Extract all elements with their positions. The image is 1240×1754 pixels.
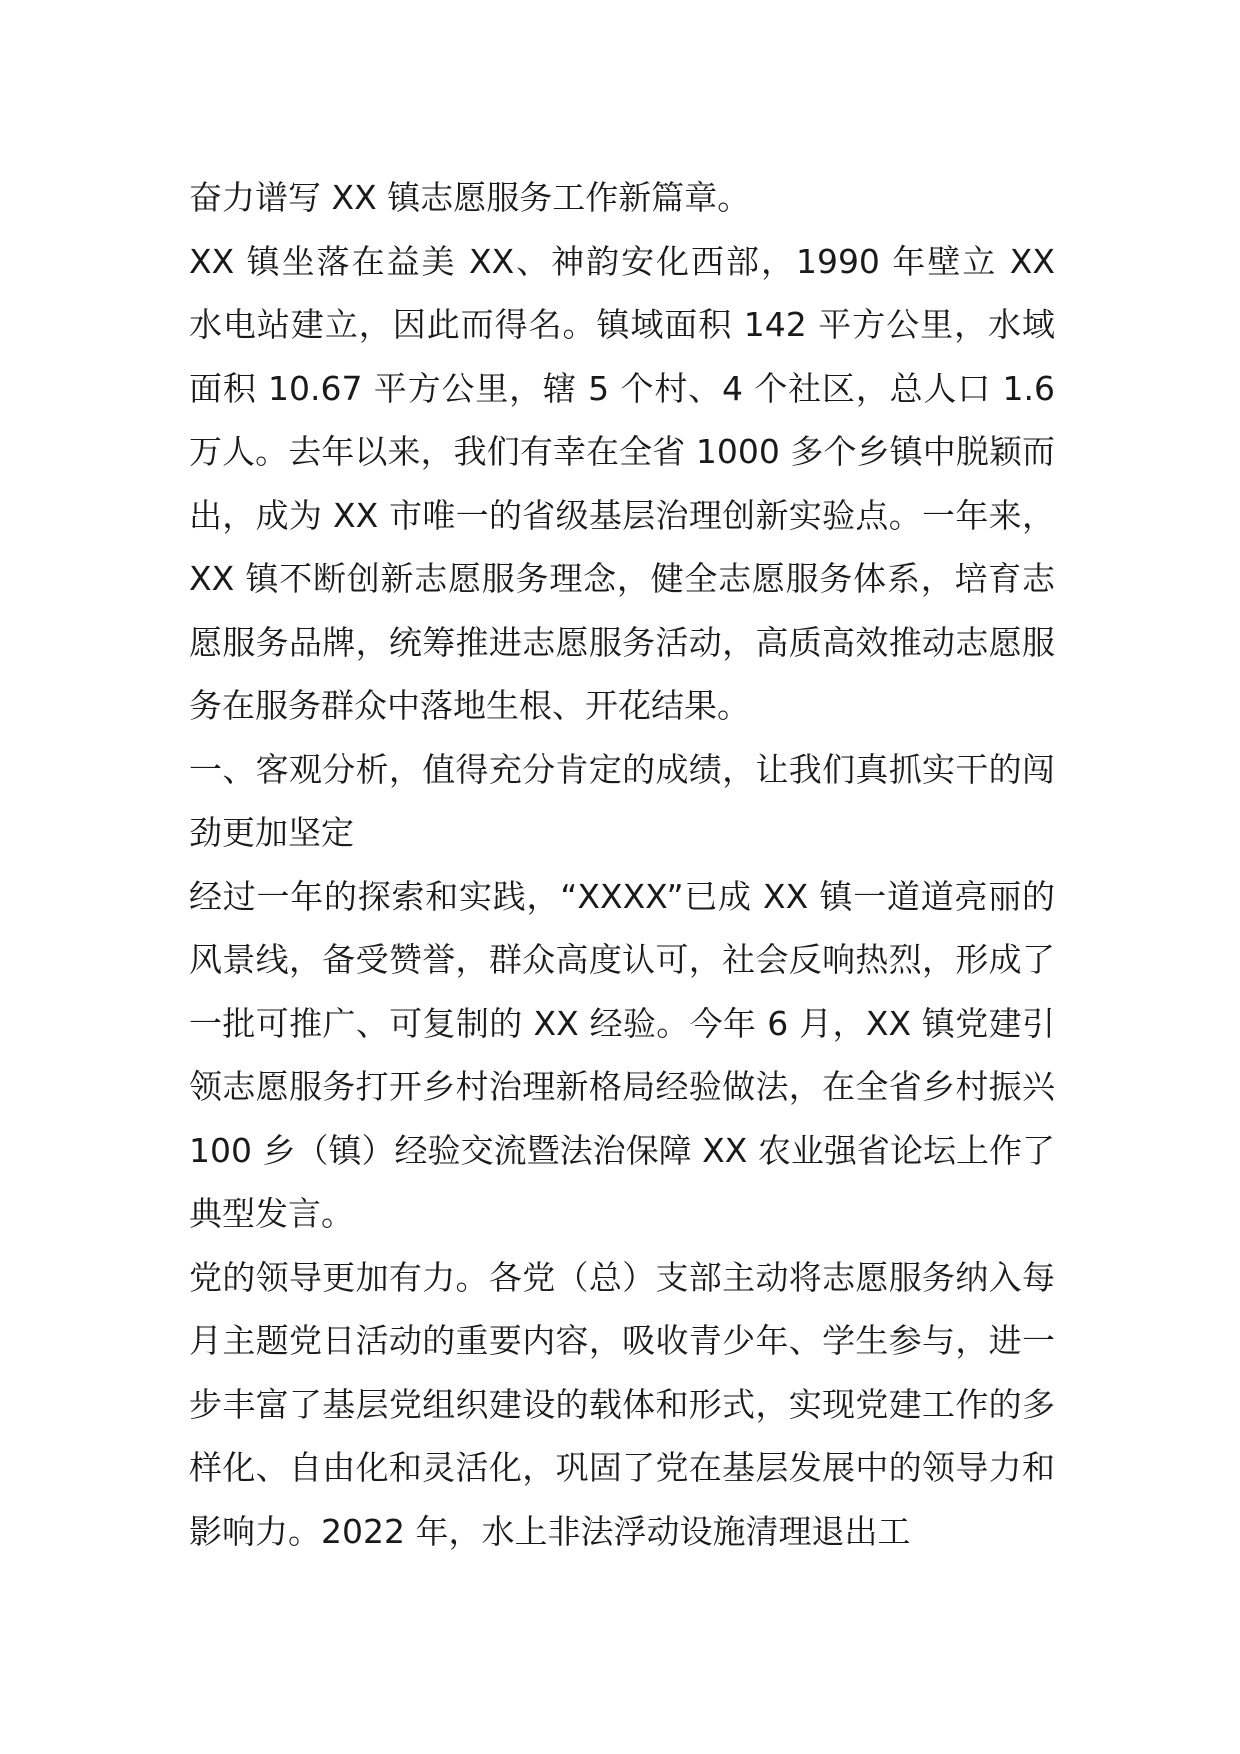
document-body [189, 166, 1055, 1563]
paragraph-party-leadership: 党的领导更加有力。各党（总）支部主动将志愿服务纳入每月主题党日活动的重要内容，吸收青少年、学生参与，进一步丰富了基层党组织建设的载体和形式，实现党建工作的多样化、自由化和灵活化，巩固了党在基层发展中的领导力和影响力。2022 年，水上非法浮动设施清理退出工 [189, 1257, 1055, 1551]
paragraph-achievements: 经过一年的探索和实践，“XXXX”已成 XX 镇一道道亮丽的风景线，备受赞誉，群众高度认可，社会反响热烈，形成了一批可推广、可复制的 XX 经验。今年 6 月，XX 镇党建引领志愿服务打开乡村治理新格局经验做法，在全省乡村振兴 100 乡（镇）经验交流暨法治保障 XX 农业强省论坛上作了典型发言。 [189, 876, 1055, 1233]
section-heading-one: 一、客观分析，值得充分肯定的成绩，让我们真抓实干的闯劲更加坚定 [189, 749, 1055, 852]
paragraph-closing-line: 奋力谱写 XX 镇志愿服务工作新篇章。 [189, 178, 751, 217]
paragraph-town-overview: XX 镇坐落在益美 XX、神韵安化西部，1990 年壁立 XX 水电站建立，因此而得名。镇域面积 142 平方公里，水域面积 10.67 平方公里，辖 5 个村、4 个社区，总人口 1.6 万人。去年以来，我们有幸在全省 1000 多个乡镇中脱颖而出，成为 XX 市唯一的省级基层治理创新实验点。一年来，XX 镇不断创新志愿服务理念，健全志愿服务体系，培育志愿服务品牌，统筹推进志愿服务活动，高质高效推动志愿服务在服务群众中落地生根、开花结果。 [189, 241, 1055, 725]
